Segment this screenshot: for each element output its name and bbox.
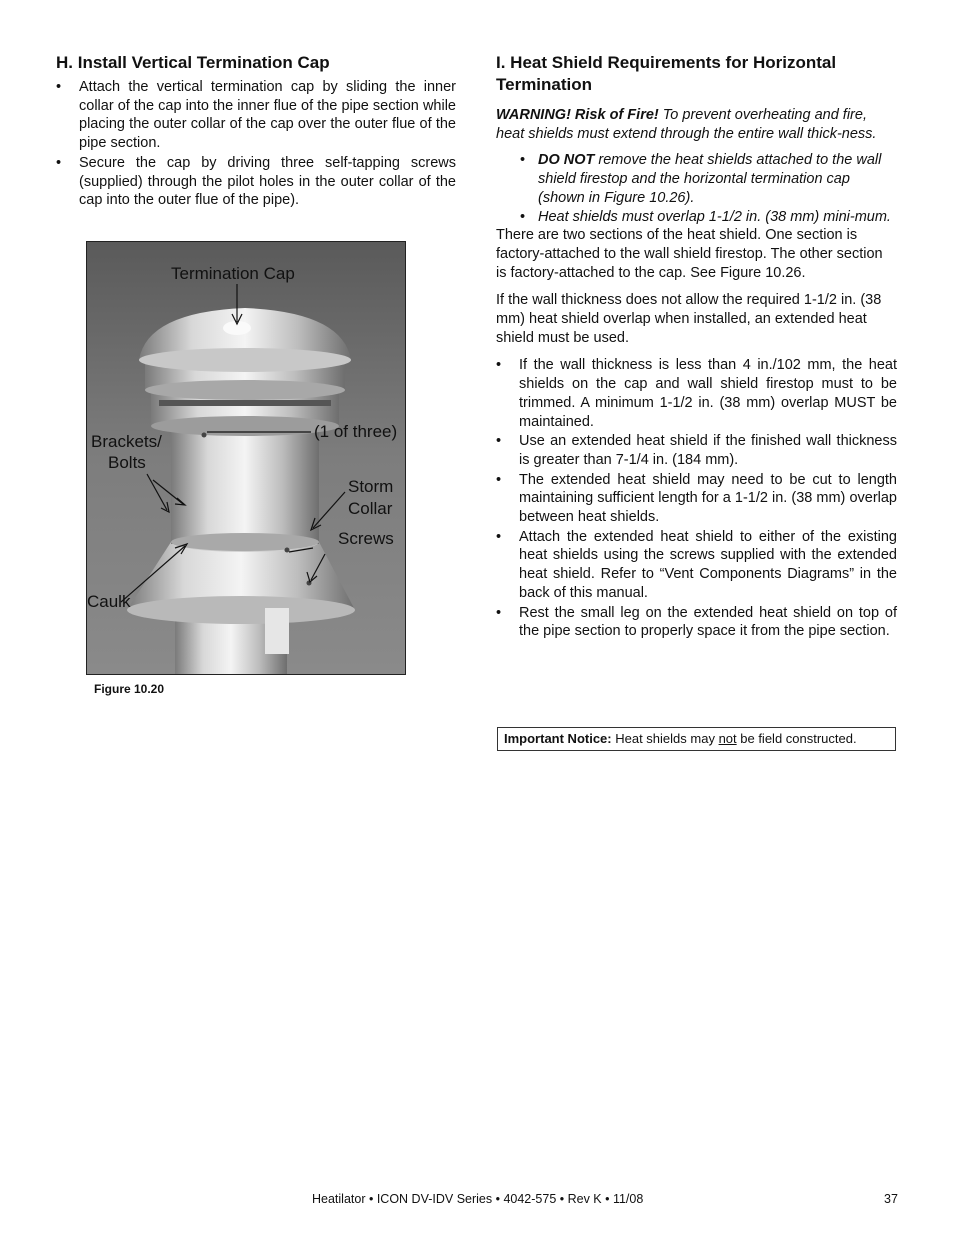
label-collar: Collar: [348, 499, 393, 518]
list-item: • Attach the extended heat shield to either of the existing heat shields using the screws supplied with the extended heat shield. Refer to “Vent Components Diagrams” in the back of this manual.: [496, 528, 897, 603]
page-number: 37: [884, 1192, 898, 1206]
notice-label: Important Notice:: [504, 731, 612, 746]
notice-text-post: be field constructed.: [736, 731, 857, 746]
sub-bullet-text: remove the heat shields attached to the wall shield firestop and the horizontal termination cap (shown in Figure 10.26).: [538, 152, 882, 206]
list-item: • Heat shields must overlap 1-1/2 in. (38 mm) mini-mum.: [520, 208, 897, 227]
paragraph-sections: There are two sections of the heat shield. One section is factory-attached to the wall shield firestop. The other section is factory-attached to the cap. See Figure 10.26.: [496, 227, 883, 281]
do-not-emphasis: DO NOT: [538, 152, 595, 169]
figure-caption: Figure 10.20: [94, 682, 165, 696]
section-i-heading: I. Heat Shield Requirements for Horizontal Termination: [496, 53, 837, 94]
list-item: • If the wall thickness is less than 4 in./102 mm, the heat shields on the cap and wall shield firestop must to be trimmed. A minimum 1-1/2 in. (38 mm) overlap MUST be maintained.: [496, 356, 897, 431]
section-h-heading: H. Install Vertical Termination Cap: [56, 53, 330, 72]
list-item: • The extended heat shield may need to be cut to length maintaining sufficient length for a 1-1/2 in. (38 mm) overlap between heat shields.: [496, 471, 897, 527]
label-storm: Storm: [348, 477, 394, 496]
important-notice-box: [497, 727, 896, 751]
label-one-of-three: (1 of three): [314, 422, 398, 441]
label-screws: Screws: [338, 529, 394, 548]
warning-text: To prevent overheating and fire, heat shields must extend through the entire wall thick-ness.: [496, 107, 877, 142]
paragraph-extended-shield: If the wall thickness does not allow the required 1-1/2 in. (38 mm) heat shield overlap when installed, an extended heat shield must be used.: [496, 292, 882, 346]
list-item: [520, 151, 897, 207]
warning-label: WARNING! Risk of Fire!: [496, 107, 659, 123]
label-brackets: Brackets/: [91, 432, 162, 451]
footer-text: Heatilator • ICON DV-IDV Series • 4042-575 • Rev K • 11/08: [312, 1192, 644, 1206]
notice-emphasis: not: [718, 731, 737, 746]
notice-text-pre: Heat shields may: [611, 731, 719, 746]
figure-photo: [86, 241, 406, 675]
fire-warning: [496, 106, 897, 143]
section-h-list: [56, 78, 456, 210]
list-item: • Use an extended heat shield if the finished wall thickness is greater than 7-1/4 in. (184 mm).: [496, 432, 897, 469]
label-caulk: Caulk: [87, 592, 131, 611]
left-column: [56, 52, 456, 211]
list-item: • Secure the cap by driving three self-tapping screws (supplied) through the pilot holes in the outer collar of the cap into the outer flue of the pipe).: [56, 154, 456, 210]
list-item: • Attach the vertical termination cap by sliding the inner collar of the cap into the inner flue of the pipe section while placing the outer collar of the cap over the outer flue of the pipe section.: [56, 78, 456, 153]
label-bolts: Bolts: [108, 453, 146, 472]
right-column: [496, 52, 897, 642]
section-i-list: [496, 356, 897, 641]
list-item: • Rest the small leg on the extended heat shield on top of the pipe section to properly space it from the pipe section.: [496, 604, 897, 641]
label-termination-cap: Termination Cap: [171, 264, 295, 283]
warning-sub-list: [520, 151, 897, 226]
